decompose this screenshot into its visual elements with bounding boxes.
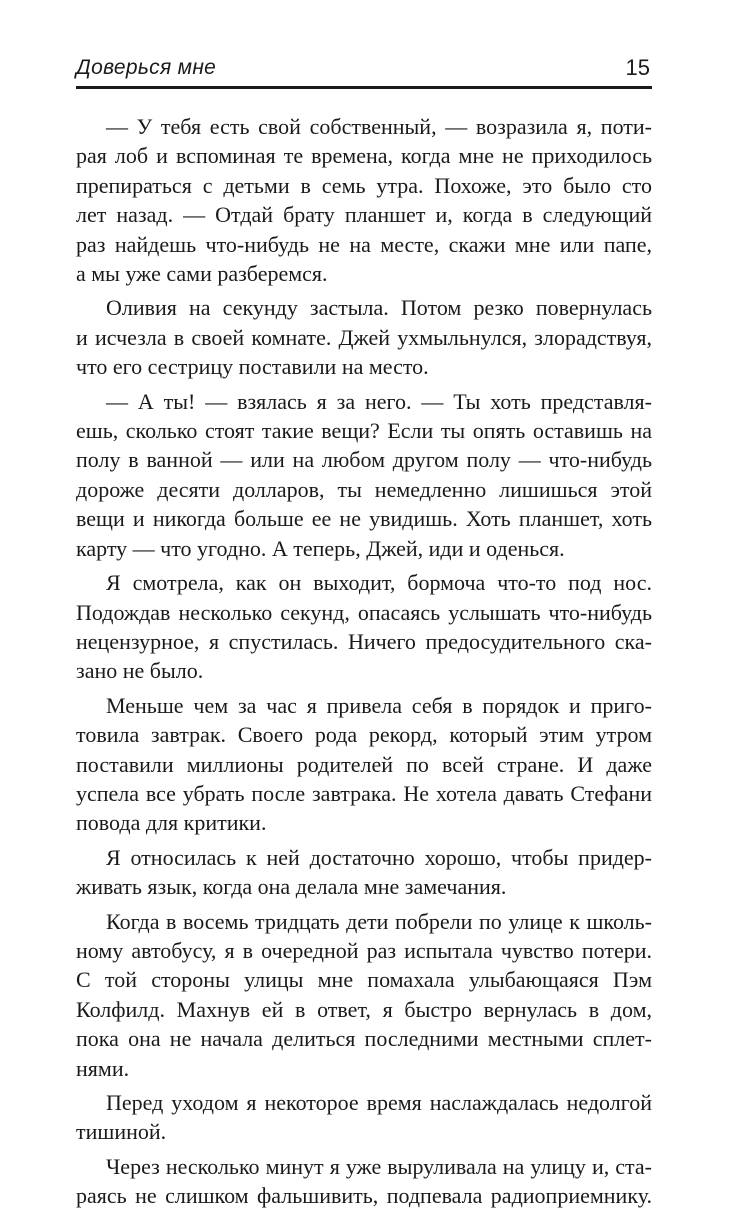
- text-line: ешь, сколько стоят такие вещи? Если ты опять оставишь на: [76, 418, 652, 444]
- text-line: тишиной.: [76, 1119, 167, 1145]
- text-line: живать язык, когда она делала мне замечания.: [76, 874, 507, 900]
- paragraph: [76, 112, 652, 288]
- text-line: пока она не начала делиться последними местными сплет-: [76, 1026, 652, 1052]
- text-line: нями.: [76, 1055, 130, 1081]
- text-line: раз найдешь что-нибудь не на месте, скажи мне или папе,: [76, 231, 652, 257]
- text-line: вещи и никогда больше ее не увидишь. Хоть планшет, хоть: [76, 506, 652, 532]
- text-line: С той стороны улицы мне помахала улыбающаяся Пэм: [76, 967, 652, 993]
- text-line: успела все убрать после завтрака. Не хотела давать Стефани: [76, 780, 652, 806]
- paragraph: [76, 907, 652, 1083]
- text-line: поставили миллионы родителей по всей стране. И даже: [76, 751, 652, 777]
- paragraph: [76, 843, 652, 902]
- text-line: рая лоб и вспоминая те времена, когда мне не приходилось: [76, 143, 652, 169]
- text-line: и исчезла в своей комнате. Джей ухмыльнулся, злорадствуя,: [76, 324, 652, 350]
- text-line: — У тебя есть свой собственный, — возразила я, поти-: [106, 114, 652, 139]
- text-line: Когда в восемь тридцать дети побрели по улице к школь-: [106, 908, 652, 934]
- text-line: Колфилд. Махнув ей в ответ, я быстро вернулась в дом,: [76, 996, 652, 1022]
- text-line: Через несколько минут я уже выруливала на улицу и, ста-: [106, 1153, 652, 1179]
- text-line: ному автобусу, я в очередной раз испытала чувство потери.: [76, 937, 652, 963]
- text-line: Я относилась к ней достаточно хорошо, чтобы придер-: [106, 844, 652, 870]
- text-line: — А ты! — взялась я за него. — Ты хоть представля-: [106, 388, 652, 414]
- paragraph: [76, 1088, 652, 1147]
- text-line: зано не было.: [76, 658, 204, 684]
- paragraph: [76, 568, 652, 686]
- page-number: 15: [625, 55, 650, 80]
- text-line: товила завтрак. Своего рода рекорд, который этим утром: [76, 722, 652, 748]
- text-line: полу в ванной — или на любом другом полу — что-нибудь: [76, 447, 652, 473]
- text-line: Я смотрела, как он выходит, бормоча что-то под нос.: [106, 570, 652, 596]
- text-line: Меньше чем за час я привела себя в порядок и приго-: [106, 692, 652, 718]
- paragraph: [76, 691, 652, 838]
- text-line: Подождав несколько секунд, опасаясь услышать что-нибудь: [76, 599, 652, 625]
- paragraph: [76, 293, 652, 381]
- text-line: нецензурное, я спустилась. Ничего предосудительного ска-: [76, 628, 652, 654]
- text-line: препираться с детьми в семь утра. Похоже, это было сто: [76, 172, 652, 198]
- running-head-title: Доверься мне: [76, 56, 217, 79]
- text-line: что его сестрицу поставили на место.: [76, 354, 429, 380]
- text-line: раясь не слишком фальшивить, подпевала радиоприемнику.: [76, 1183, 652, 1209]
- text-line: Оливия на секунду застыла. Потом резко повернулась: [106, 295, 652, 321]
- text-line: дороже десяти долларов, ты немедленно лишишься этой: [76, 476, 652, 502]
- text-line: лет назад. — Отдай брату планшет и, когда в следующий: [76, 202, 652, 228]
- paragraph: [76, 387, 652, 563]
- text-line: Перед уходом я некоторое время наслаждалась недолгой: [106, 1090, 652, 1115]
- text-line: повода для критики.: [76, 810, 267, 836]
- running-head: [76, 54, 652, 89]
- paragraph: [76, 1152, 652, 1211]
- text-line: а мы уже сами разберемся.: [76, 261, 328, 287]
- text-line: карту — что угодно. А теперь, Джей, иди и оденься.: [76, 535, 565, 561]
- body-text: [76, 112, 652, 1216]
